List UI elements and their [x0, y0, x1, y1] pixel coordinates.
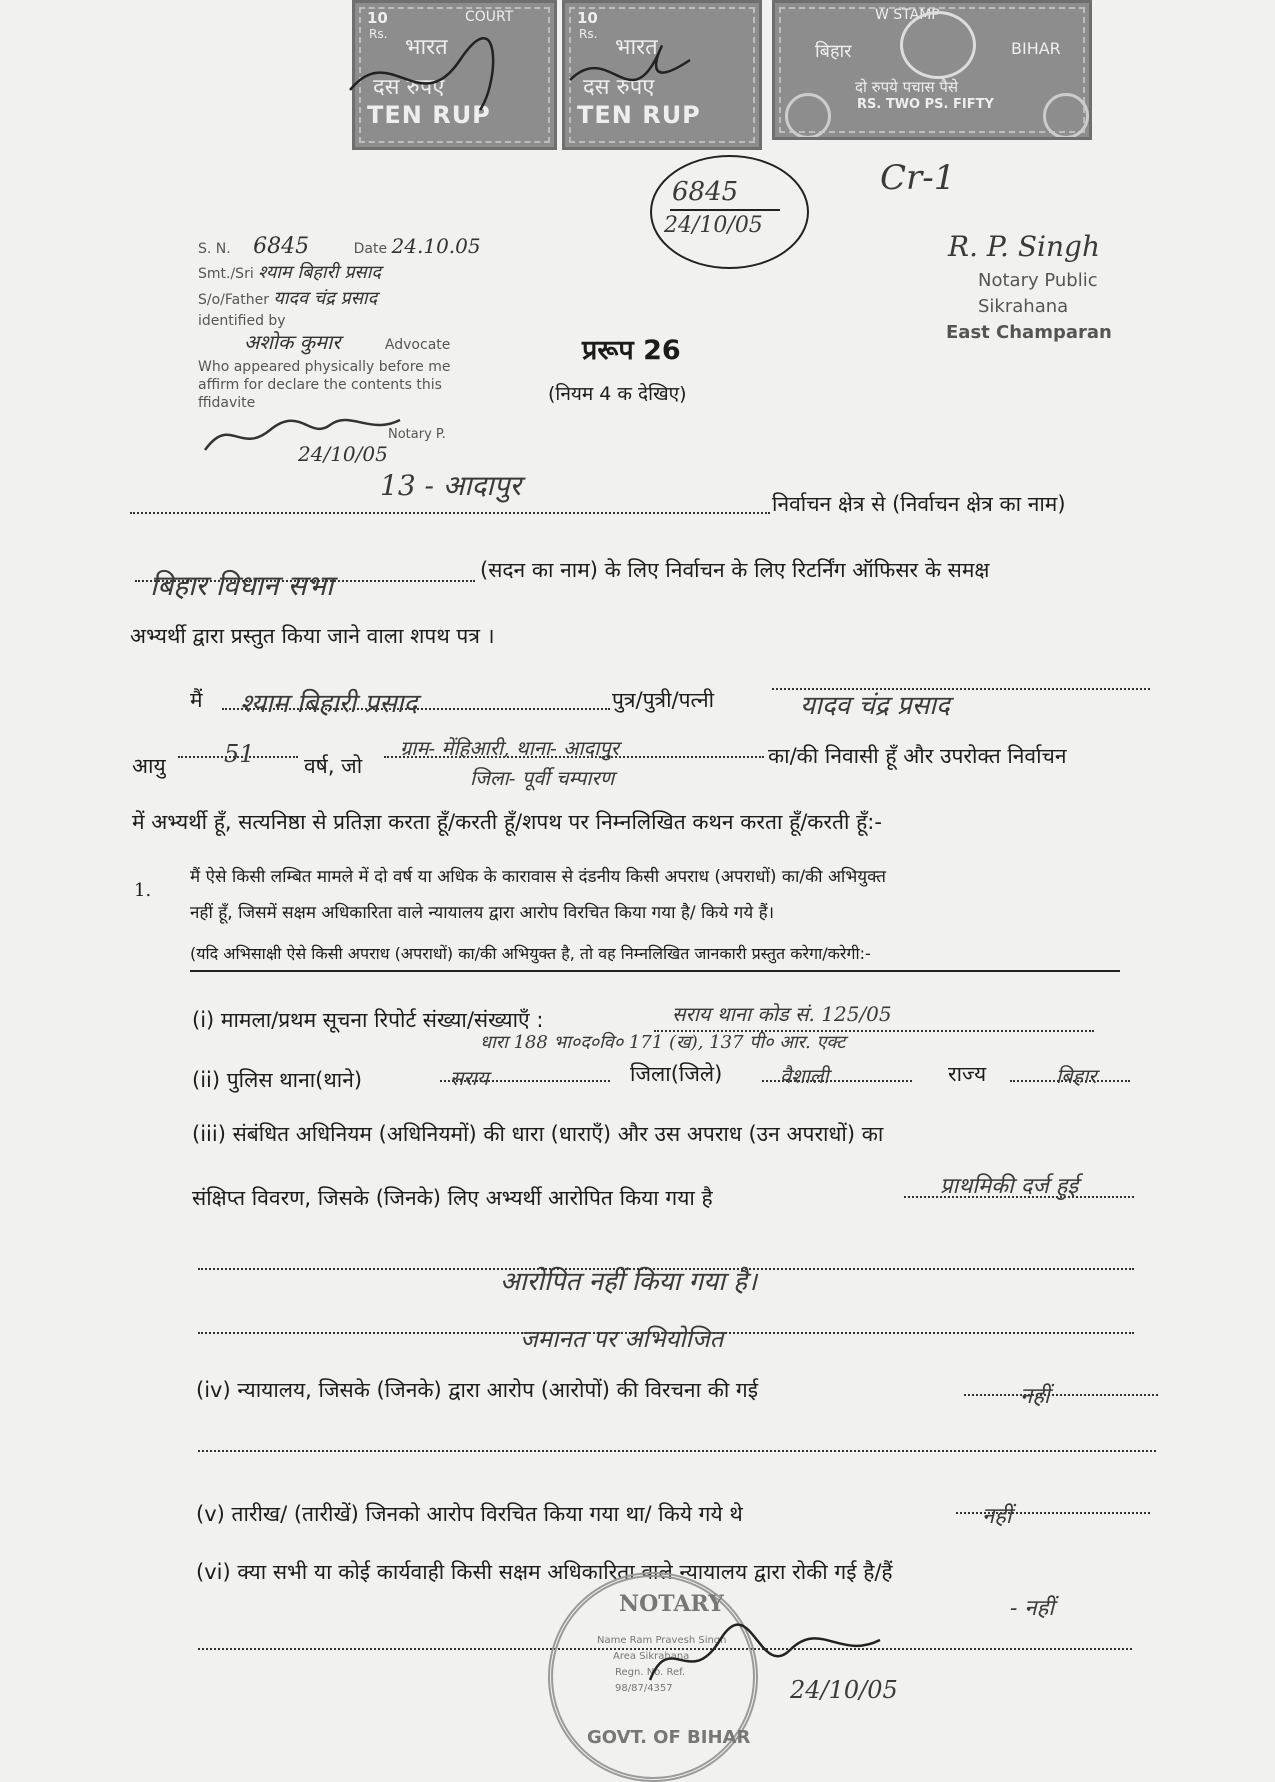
address-line-2: जिला- पूर्वी चम्पारण	[470, 766, 615, 790]
corner-mark: Cr-1	[880, 158, 956, 198]
date-value: 24.10.05	[391, 234, 481, 258]
sub-iii-line2: संक्षिप्त विवरण, जिसके (जिनके) लिए अभ्यर्थी आरोपित किया गया है	[192, 1186, 713, 1210]
sl-no-label: S. N.	[198, 241, 231, 257]
register-body-line: Who appeared physically before me	[198, 359, 451, 375]
note-underline	[190, 970, 1120, 972]
seal-bottom-text: GOVT. OF BIHAR	[587, 1727, 751, 1748]
sub-v-label: (v) तारीख/ (तारीखें) जिनको आरोप विरचित किया गया था/ किये गये थे	[196, 1502, 743, 1526]
register-body-line: affirm for declare the contents this	[198, 377, 442, 393]
father-value: यादव चंद्र प्रसाद	[273, 288, 378, 309]
affidavit-line: अभ्यर्थी द्वारा प्रस्तुत किया जाने वाला शपथ पत्र ।	[130, 624, 495, 648]
item1-line1: मैं ऐसे किसी लम्बित मामले में दो वर्ष या अधिक के कारावास से दंडनीय किसी अपराध (अपराधों) का/की अभियुक्त	[190, 867, 886, 887]
sub-vi-label: (vi) क्या सभी या कोई कार्यवाही किसी सक्षम अधिकारिता वाले न्यायालय द्वारा रोकी गई है/हैं	[196, 1560, 893, 1584]
stamp-cancellation-signature	[330, 20, 750, 130]
date-label: Date	[353, 241, 388, 257]
sub-iv-blank	[964, 1394, 1158, 1396]
constituency-value: 13 - आदापुर	[380, 469, 521, 502]
stamp-english-value: RS. TWO PS. FIFTY	[857, 97, 994, 112]
state-value: बिहार	[1056, 1064, 1097, 1088]
stamp-english-value: TEN RUP	[577, 101, 701, 129]
seal-top-text: NOTARY	[619, 1591, 724, 1617]
district-value: वैशाली	[780, 1064, 829, 1088]
house-value: बिहार विधान सभा	[150, 569, 334, 602]
stamp-unit: Rs.	[369, 27, 388, 41]
father-name: यादव चंद्र प्रसाद	[800, 691, 950, 721]
notary-signature: R. P. Singh	[948, 230, 1100, 263]
years-label: वर्ष, जो	[304, 754, 363, 778]
name-label: Smt./Sri	[198, 266, 254, 282]
oath-line: में अभ्यर्थी हूँ, सत्यनिष्ठा से प्रतिज्ञा करता हूँ/करती हूँ/शपथ पर निम्नलिखित कथन करता हूँ/करती हूँ:-	[132, 810, 882, 834]
register-body-line: ffidavite	[198, 395, 256, 411]
declarant-prefix: मैं	[190, 688, 203, 712]
advocate-name: अशोक कुमार	[244, 330, 341, 354]
name-value: श्याम बिहारी प्रसाद	[258, 262, 381, 283]
bihar-stamp	[772, 0, 1092, 140]
sub-ii-label: (ii) पुलिस थाना(थाने)	[192, 1068, 363, 1092]
item1-line2: नहीं हूँ, जिसमें सक्षम अधिकारिता वाले न्यायालय द्वारा आरोप विरचित किया गया है/ किये गये हैं।	[190, 903, 775, 923]
circled-number: 6845	[672, 177, 739, 207]
address-line-1: ग्राम- मेंहिआरी, थाना- आदापुर	[400, 736, 619, 760]
house-blank	[135, 580, 475, 582]
sub-iii-value-3: जमानत पर अभियोजित	[520, 1325, 724, 1353]
circled-register-entry	[650, 155, 809, 269]
stamp-country: भारत	[615, 35, 658, 60]
stamp-unit: Rs.	[579, 27, 598, 41]
sub-iii-value-1: प्राथमिकी दर्ज हुई	[940, 1174, 1079, 1199]
declarant-name: श्याम बिहारी प्रसाद	[240, 689, 418, 719]
sub-i-label: (i) मामला/प्रथम सूचना रिपोर्ट संख्या/संख्याएँ :	[192, 1008, 544, 1032]
form-subtitle: (नियम 4 क देखिए)	[548, 383, 687, 405]
seal-line: 98/87/4357	[615, 1683, 673, 1694]
relation-label: पुत्र/पुत्री/पत्नी	[612, 688, 715, 712]
stamp-top-text: COURT	[465, 9, 514, 25]
resident-label: का/की निवासी हूँ और उपरोक्त निर्वाचन	[768, 744, 1067, 768]
notary-sign-date: 24/10/05	[298, 442, 388, 466]
constituency-label: निर्वाचन क्षेत्र से (निर्वाचन क्षेत्र का नाम)	[772, 492, 1066, 516]
notary-title: Notary Public	[978, 270, 1098, 291]
sub-v-value: नहीं	[982, 1504, 1012, 1529]
age-value: 51	[224, 740, 255, 768]
sub-i-value: सराय थाना कोड सं. 125/05	[672, 1002, 892, 1026]
sub-iii-line1: (iii) संबंधित अधिनियम (अधिनियमों) की धारा (धाराएँ) और उस अपराध (उन अपराधों) का	[192, 1122, 884, 1146]
thana-value: सराय	[450, 1066, 489, 1090]
age-label: आयु	[132, 754, 166, 778]
seal-line: Name Ram Pravesh Singh	[597, 1635, 727, 1646]
rosette-icon	[785, 93, 831, 139]
sub-iv-value: नहीं	[1020, 1384, 1050, 1409]
house-label: (सदन का नाम) के लिए निर्वाचन के लिए रिटर्निंग ऑफिसर के समक्ष	[480, 558, 990, 582]
stamp-hindi-value: दो रुपये पचास पैसे	[855, 78, 959, 96]
seal-line: Area Sikrahana	[613, 1651, 690, 1662]
state-label: राज्य	[948, 1062, 987, 1086]
notary-register-signature	[200, 410, 420, 460]
stamp-hindi-value: दस रुपए	[373, 75, 445, 100]
stamp-country: भारत	[405, 35, 448, 60]
sub-iii-value-2: आरोपित नहीं किया गया है।	[500, 1267, 757, 1297]
stamp-value: 10	[367, 9, 388, 27]
stamp-top-text: W STAMP	[875, 7, 940, 23]
sl-no-value: 6845	[253, 234, 310, 259]
sub-iv-label: (iv) न्यायालय, जिसके (जिनके) द्वारा आरोप (आरोपों) की विरचना की गई	[196, 1378, 759, 1402]
advocate-label: Advocate	[384, 337, 451, 353]
identified-label: identified by	[198, 313, 286, 329]
item1-note: (यदि अभिसाक्षी ऐसे किसी अपराध (अपराधों) का/की अभियुक्त है, तो वह निम्नलिखित जानकारी प्रस्तुत करेगा/करेगी:-	[190, 944, 871, 963]
stamp-english-value: TEN RUP	[367, 101, 491, 129]
emblem-icon	[900, 11, 976, 79]
constituency-blank	[130, 512, 770, 514]
district-label: जिला(जिले)	[630, 1062, 723, 1086]
stamp-value: 10	[577, 9, 598, 27]
seal-line: Regn. No. Ref.	[615, 1667, 686, 1678]
sub-iv-blank-2	[198, 1450, 1156, 1452]
item-number: 1.	[134, 880, 152, 901]
form-title: प्ररूप 26	[582, 335, 681, 366]
stamp-state-english: BIHAR	[1011, 39, 1061, 58]
father-label: S/o/Father	[198, 292, 269, 308]
notary-place: Sikrahana	[978, 296, 1069, 317]
stamp-state-hindi: बिहार	[815, 41, 852, 62]
sub-vi-value: - नहीं	[1010, 1596, 1055, 1621]
rosette-icon	[1043, 93, 1089, 139]
circled-date: 24/10/05	[664, 213, 763, 238]
sub-i-value-2: धारा 188 भा०द०वि० 171 (ख), 137 पी० आर. एक्ट	[480, 1032, 846, 1053]
stamp-hindi-value: दस रुपए	[583, 75, 655, 100]
seal-signature-date: 24/10/05	[790, 1676, 898, 1704]
notary-sign-label: Notary P.	[388, 427, 446, 442]
notary-district: East Champaran	[946, 322, 1112, 343]
